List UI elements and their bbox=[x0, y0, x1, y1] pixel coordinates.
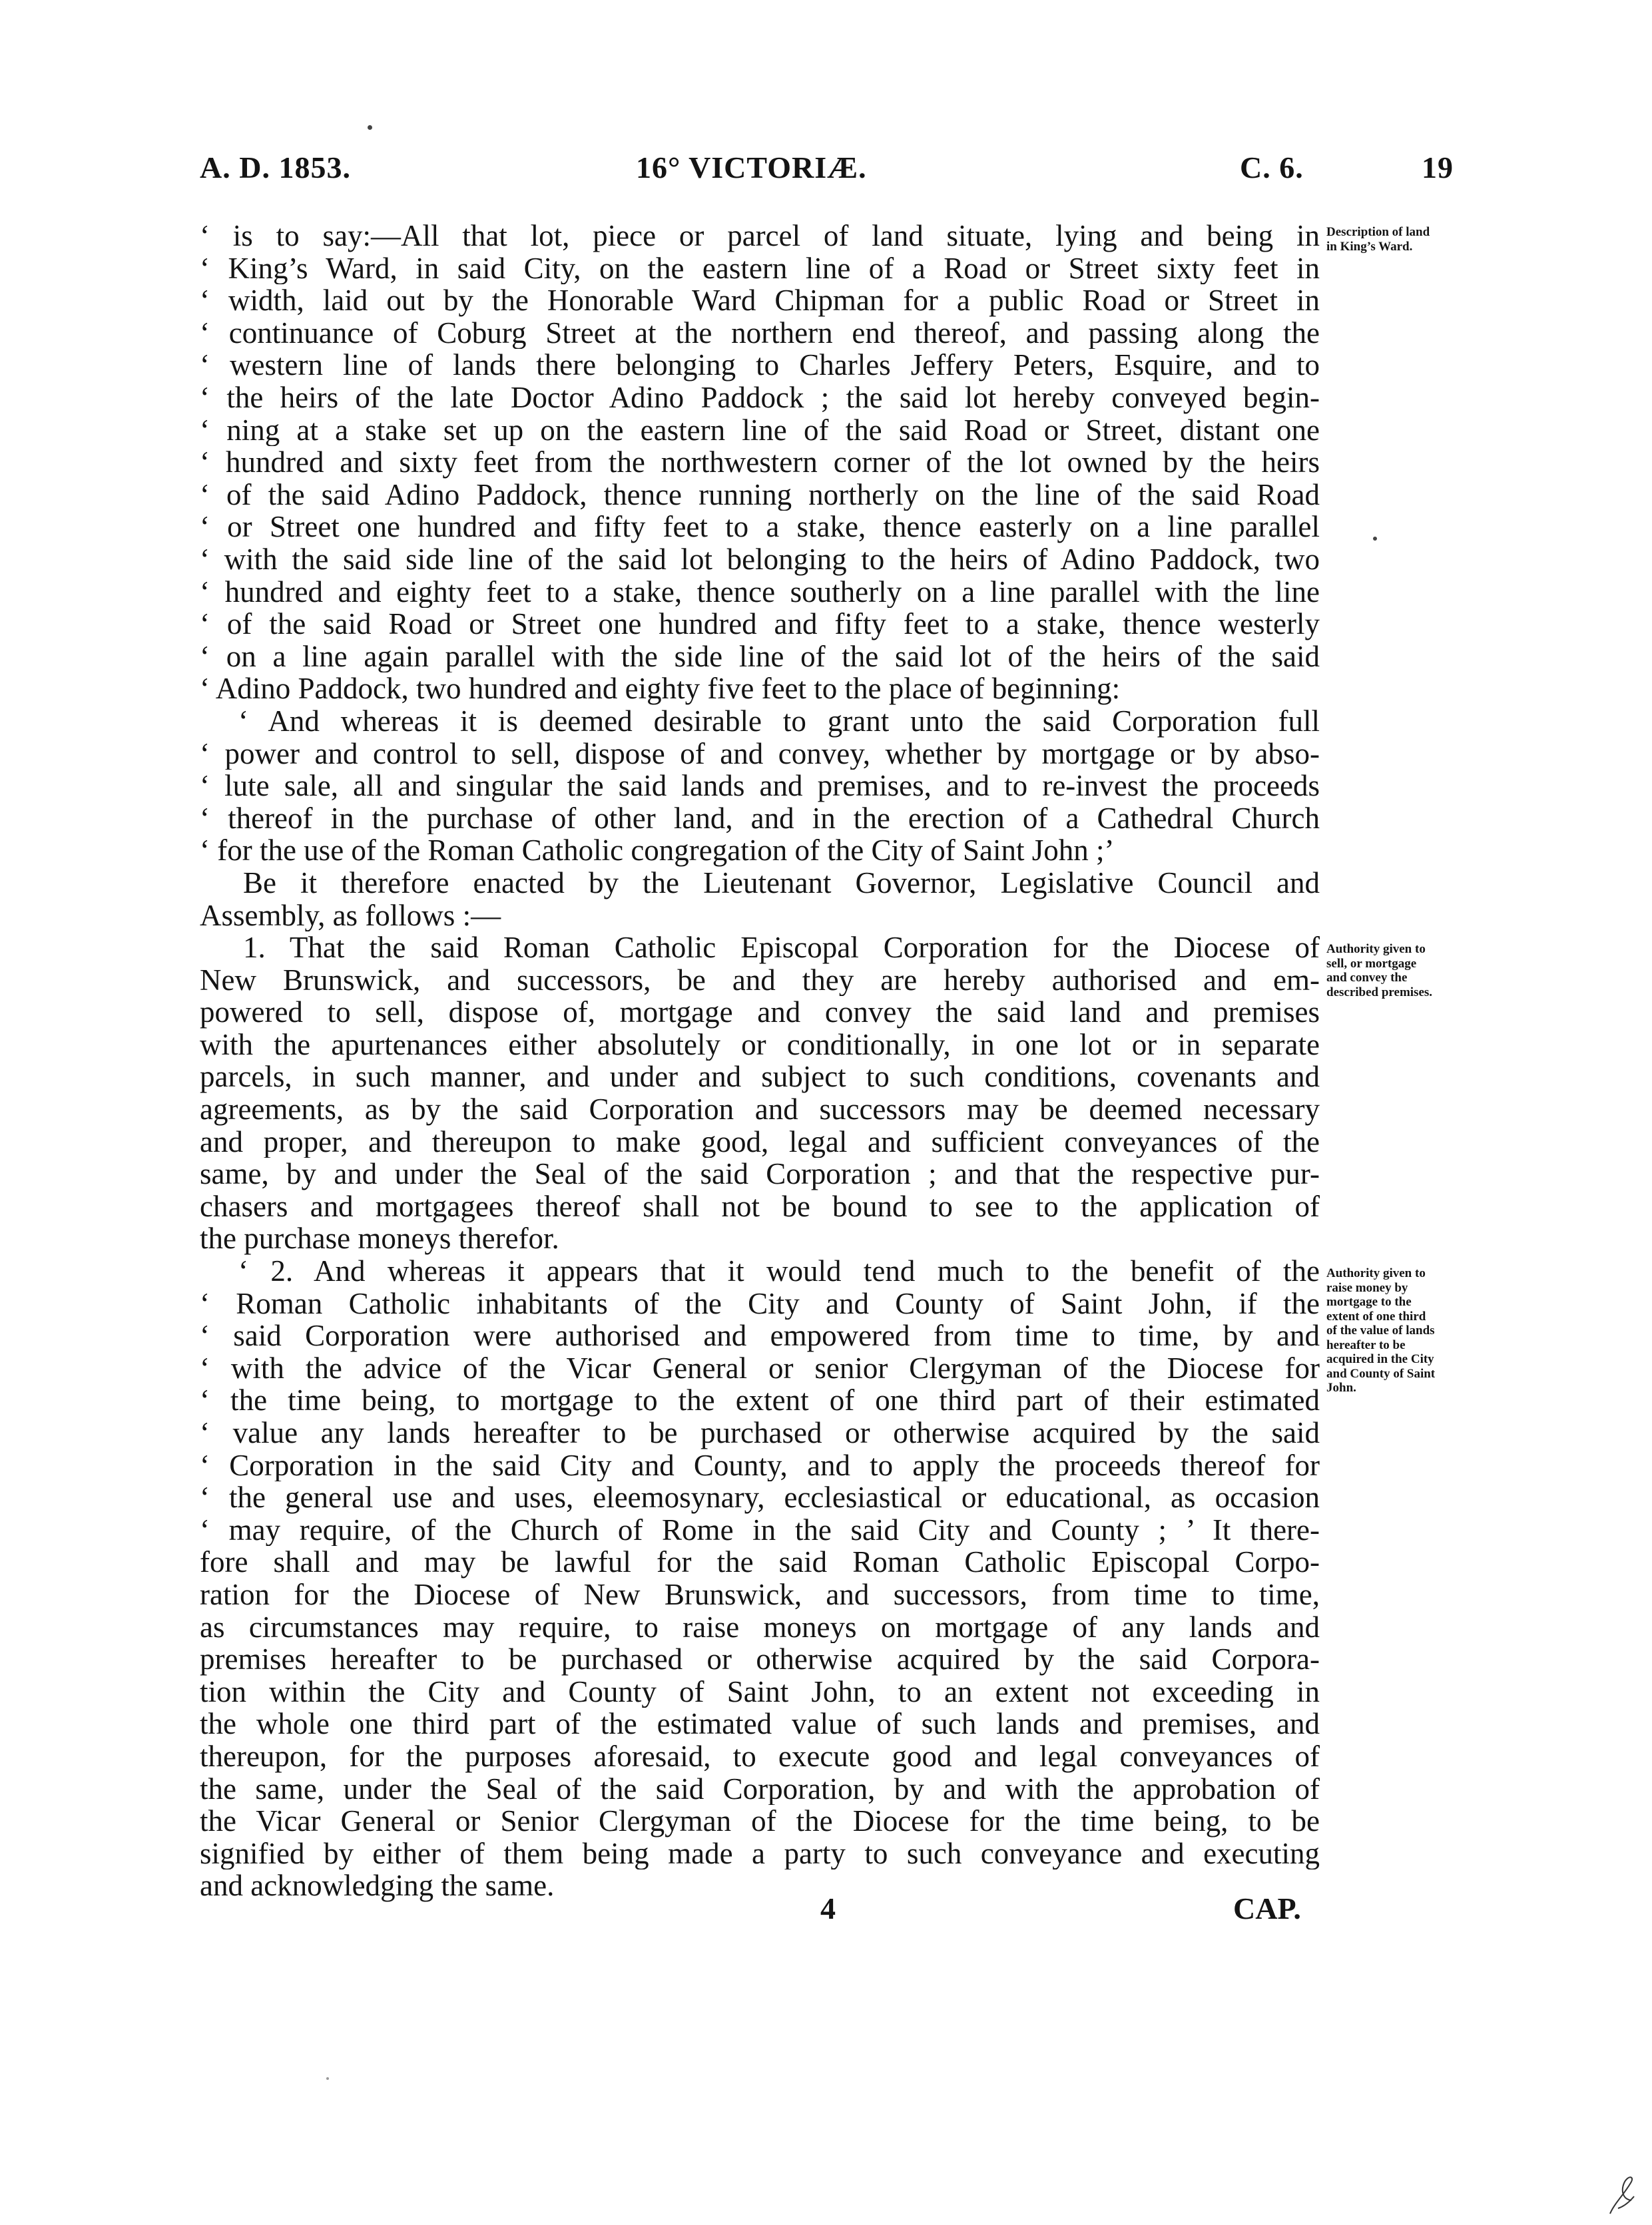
margin-note-line: described premises. bbox=[1326, 985, 1433, 999]
text-line: 1. That the said Roman Catholic Episcopal Corporation for the Diocese of bbox=[243, 931, 1320, 964]
margin-note-line: Description of land bbox=[1326, 225, 1430, 239]
recital-whereas bbox=[200, 705, 1320, 867]
text-line: ‘ for the use of the Roman Catholic congregation of the City of Saint John ;’ bbox=[200, 834, 1115, 867]
text-line: New Brunswick, and successors, be and they are hereby authorised and em- bbox=[200, 963, 1320, 997]
enacting-clause bbox=[200, 867, 1320, 931]
text-line: ‘ with the said side line of the said lot belonging to the heirs of Adino Paddock, two bbox=[200, 543, 1320, 576]
text-line: ‘ Corporation in the said City and County, and to apply the proceeds thereof for bbox=[200, 1449, 1320, 1482]
text-line: the purchase moneys therefor. bbox=[200, 1222, 559, 1255]
text-line: ‘ the time being, to mortgage to the extent of one third part of their estimated bbox=[200, 1384, 1320, 1417]
margin-note-description-of-land bbox=[1326, 225, 1486, 254]
text-line: tion within the City and County of Saint John, to an extent not exceeding in bbox=[200, 1675, 1320, 1708]
text-line: same, by and under the Seal of the said Corporation ; and that the respective pur- bbox=[200, 1158, 1320, 1190]
catchword: CAP. bbox=[1233, 1891, 1301, 1925]
ink-speck bbox=[368, 125, 372, 130]
text-line: ‘ width, laid out by the Honorable Ward Chipman for a public Road or Street in bbox=[200, 284, 1320, 317]
text-line: ‘ on a line again parallel with the side line of the said lot of the heirs of the said bbox=[200, 640, 1320, 673]
text-line: ‘ And whereas it is deemed desirable to grant unto the said Corporation full bbox=[238, 705, 1320, 738]
margin-note-line: hereafter to be bbox=[1326, 1338, 1406, 1352]
text-line: and acknowledging the same. bbox=[200, 1869, 555, 1902]
margin-note-line: Authority given to bbox=[1326, 1266, 1426, 1280]
text-line: ‘ King’s Ward, in said City, on the eastern line of a Road or Street sixty feet in bbox=[200, 252, 1320, 285]
text-line: powered to sell, dispose of, mortgage and convey the said land and premises bbox=[200, 996, 1320, 1029]
margin-note-line: and convey the bbox=[1326, 971, 1408, 985]
text-line: signified by either of them being made a party to such conveyance and executing bbox=[200, 1837, 1320, 1870]
text-line: ‘ thereof in the purchase of other land, and in the erection of a Cathedral Church bbox=[200, 802, 1320, 835]
section-1 bbox=[200, 931, 1320, 1255]
section-2 bbox=[200, 1255, 1320, 1902]
text-line: Be it therefore enacted by the Lieutenant Governor, Legislative Council and bbox=[243, 867, 1320, 899]
text-line: with the apurtenances either absolutely or conditionally, in one lot or in separate bbox=[200, 1028, 1320, 1061]
margin-note-line: John. bbox=[1326, 1381, 1356, 1395]
text-line: thereupon, for the purposes aforesaid, to execute good and legal conveyances of bbox=[200, 1740, 1320, 1773]
margin-note-line: Authority given to bbox=[1326, 942, 1426, 956]
text-line: fore shall and may be lawful for the said Roman Catholic Episcopal Corpo- bbox=[200, 1546, 1320, 1579]
header-reign: 16° VICTORIÆ. bbox=[636, 150, 867, 184]
text-line: ‘ the general use and uses, eleemosynary, ecclesiastical or educational, as occasion bbox=[200, 1481, 1320, 1514]
text-line: ‘ hundred and sixty feet from the northwestern corner of the lot owned by the heirs bbox=[200, 446, 1320, 479]
margin-note-line: extent of one third bbox=[1326, 1309, 1426, 1324]
margin-note-line: and County of Saint bbox=[1326, 1366, 1436, 1381]
text-line: ‘ western line of lands there belonging to Charles Jeffery Peters, Esquire, and to bbox=[200, 349, 1320, 381]
margin-note-line: mortgage to the bbox=[1326, 1295, 1412, 1309]
text-line: ‘ Adino Paddock, two hundred and eighty five feet to the place of beginning: bbox=[200, 672, 1121, 705]
text-line: ‘ is to say:—All that lot, piece or parcel of land situate, lying and being in bbox=[200, 220, 1320, 252]
text-line: ‘ Roman Catholic inhabitants of the City and County of Saint John, if the bbox=[200, 1287, 1320, 1320]
text-line: the Vicar General or Senior Clergyman of the Diocese for the time being, to be bbox=[200, 1805, 1320, 1838]
text-line: the same, under the Seal of the said Corporation, by and with the approbation of bbox=[200, 1772, 1320, 1806]
text-line: ‘ hundred and eighty feet to a stake, thence southerly on a line parallel with the line bbox=[200, 575, 1320, 609]
text-line: agreements, as by the said Corporation and successors may be deemed necessary bbox=[200, 1093, 1320, 1126]
text-line: ‘ with the advice of the Vicar General or senior Clergyman of the Diocese for bbox=[200, 1352, 1320, 1385]
text-line: ‘ may require, of the Church of Rome in the said City and County ; ’ It there- bbox=[200, 1513, 1320, 1547]
text-line: and proper, and thereupon to make good, legal and sufficient conveyances of the bbox=[200, 1125, 1320, 1158]
margin-note-line: sell, or mortgage bbox=[1326, 956, 1417, 971]
text-line: ‘ ning at a stake set up on the eastern line of the said Road or Street, distant one bbox=[200, 413, 1320, 447]
pencil-mark bbox=[1605, 2167, 1645, 2220]
margin-note-line: raise money by bbox=[1326, 1280, 1408, 1295]
margin-note-line: in King’s Ward. bbox=[1326, 239, 1413, 254]
text-line: ration for the Diocese of New Brunswick, and successors, from time to time, bbox=[200, 1578, 1320, 1611]
page-number: 19 bbox=[1422, 150, 1454, 184]
text-line: as circumstances may require, to raise moneys on mortgage of any lands and bbox=[200, 1610, 1320, 1644]
text-line: ‘ lute sale, all and singular the said lands and premises, and to re-invest the proceeds bbox=[200, 770, 1320, 802]
margin-note-line: acquired in the City bbox=[1326, 1352, 1434, 1366]
text-line: Assembly, as follows :— bbox=[200, 899, 501, 932]
text-line: ‘ continuance of Coburg Street at the northern end thereof, and passing along the bbox=[200, 316, 1320, 350]
text-line: parcels, in such manner, and under and subject to such conditions, covenants and bbox=[200, 1061, 1320, 1093]
text-line: ‘ said Corporation were authorised and empowered from time to time, by and bbox=[200, 1320, 1320, 1352]
text-line: the whole one third part of the estimated value of such lands and premises, and bbox=[200, 1708, 1320, 1740]
text-line: ‘ of the said Adino Paddock, thence running northerly on the line of the said Road bbox=[200, 478, 1320, 511]
text-line: ‘ the heirs of the late Doctor Adino Paddock ; the said lot hereby conveyed begin- bbox=[200, 381, 1320, 414]
header-year: A. D. 1853. bbox=[200, 150, 351, 184]
text-line: chasers and mortgagees thereof shall not be bound to see to the application of bbox=[200, 1190, 1320, 1223]
text-line: ‘ 2. And whereas it appears that it would tend much to the benefit of the bbox=[238, 1255, 1320, 1288]
ink-speck bbox=[326, 2077, 329, 2080]
text-line: ‘ value any lands hereafter to be purchased or otherwise acquired by the said bbox=[200, 1416, 1320, 1449]
signature-mark: 4 bbox=[820, 1891, 836, 1925]
text-line: ‘ or Street one hundred and fifty feet to a stake, thence easterly on a line parallel bbox=[200, 511, 1320, 543]
text-line: ‘ of the said Road or Street one hundred and fifty feet to a stake, thence westerly bbox=[200, 608, 1320, 640]
text-line: ‘ power and control to sell, dispose of and convey, whether by mortgage or by abso- bbox=[200, 737, 1320, 770]
header-chapter: C. 6. bbox=[1240, 150, 1304, 184]
margin-note-line: of the value of lands bbox=[1326, 1324, 1435, 1338]
text-line: premises hereafter to be purchased or otherwise acquired by the said Corpora- bbox=[200, 1643, 1320, 1676]
recital-land-description bbox=[200, 220, 1320, 705]
margin-note-authority-to-raise-money bbox=[1326, 1266, 1486, 1395]
ink-speck bbox=[1373, 537, 1377, 541]
margin-note-authority-to-sell bbox=[1326, 942, 1486, 999]
